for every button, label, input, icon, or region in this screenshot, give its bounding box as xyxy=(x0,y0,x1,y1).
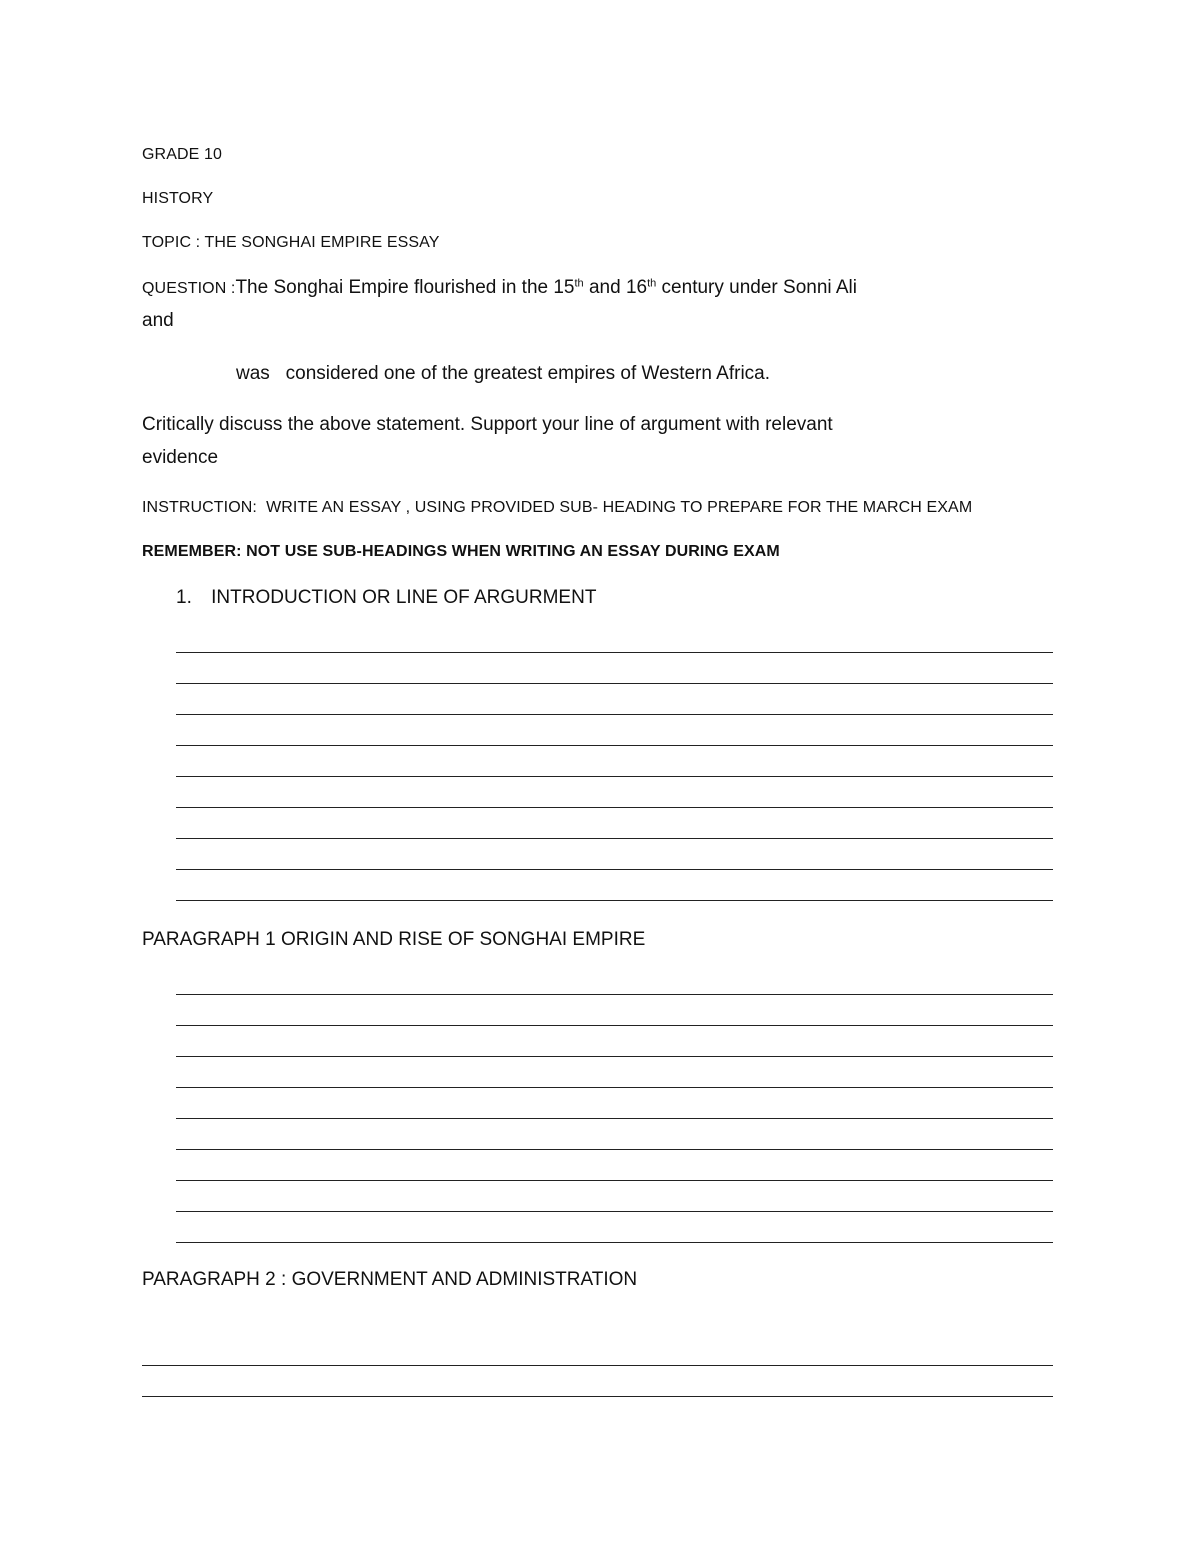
writing-line[interactable] xyxy=(176,1180,1053,1181)
writing-line[interactable] xyxy=(176,838,1053,839)
writing-line[interactable] xyxy=(176,683,1053,684)
writing-line[interactable] xyxy=(176,652,1053,653)
grade-label: GRADE 10 xyxy=(142,146,222,163)
question-text-a: The Songhai Empire flourished in the 15 xyxy=(235,277,575,298)
topic-label: TOPIC : THE SONGHAI EMPIRE ESSAY xyxy=(142,234,440,251)
instruction-text: INSTRUCTION: WRITE AN ESSAY , USING PROVIDED SUB- HEADING TO PREPARE FOR THE MARCH EXAM xyxy=(142,499,973,516)
intro-number: 1. xyxy=(176,587,192,608)
writing-line[interactable] xyxy=(176,1118,1053,1119)
writing-line[interactable] xyxy=(176,1025,1053,1026)
superscript-th-1: th xyxy=(574,277,584,290)
intro-title: INTRODUCTION OR LINE OF ARGURMENT xyxy=(211,587,597,608)
discuss-line-2: evidence xyxy=(142,447,219,468)
writing-line[interactable] xyxy=(176,1211,1053,1212)
writing-line[interactable] xyxy=(176,745,1053,746)
writing-line[interactable] xyxy=(176,714,1053,715)
question-text-c: century under Sonni Ali xyxy=(656,277,857,298)
writing-line[interactable] xyxy=(176,1242,1053,1243)
intro-heading xyxy=(176,587,596,609)
writing-line[interactable] xyxy=(176,1149,1053,1150)
discuss-line-1: Critically discuss the above statement. Support your line of argument with relevant xyxy=(142,414,833,435)
question-label: QUESTION : xyxy=(142,280,236,297)
writing-line[interactable] xyxy=(142,1365,1053,1366)
subject-label: HISTORY xyxy=(142,190,214,207)
writing-line[interactable] xyxy=(142,1396,1053,1397)
writing-line[interactable] xyxy=(176,776,1053,777)
writing-line[interactable] xyxy=(176,994,1053,995)
question-text-b: and 16 xyxy=(583,277,648,298)
remember-text: REMEMBER: NOT USE SUB-HEADINGS WHEN WRITING AN ESSAY DURING EXAM xyxy=(142,543,780,560)
writing-line[interactable] xyxy=(176,900,1053,901)
para2-heading: PARAGRAPH 2 : GOVERNMENT AND ADMINISTRATION xyxy=(142,1269,638,1290)
superscript-th-2: th xyxy=(647,277,657,290)
writing-line[interactable] xyxy=(176,1056,1053,1057)
question-line-2: and xyxy=(142,310,174,331)
para1-heading: PARAGRAPH 1 ORIGIN AND RISE OF SONGHAI EMPIRE xyxy=(142,929,646,950)
question-line-1 xyxy=(142,277,857,299)
writing-line[interactable] xyxy=(176,807,1053,808)
writing-line[interactable] xyxy=(176,1087,1053,1088)
writing-line[interactable] xyxy=(176,869,1053,870)
question-line-3: was considered one of the greatest empires of Western Africa. xyxy=(236,363,771,384)
